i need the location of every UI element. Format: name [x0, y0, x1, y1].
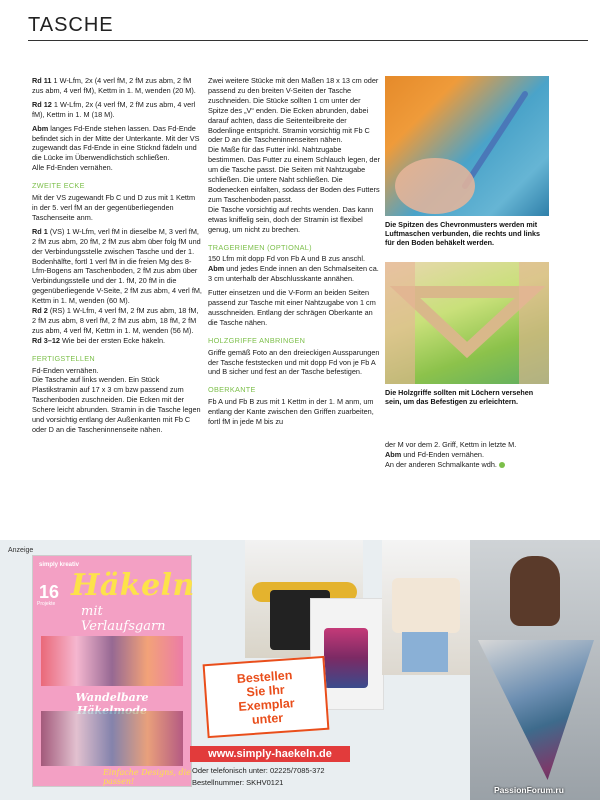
order-line: Bestellen: [236, 668, 293, 686]
photo-caption: Die Holzgriffe sollten mit Löchern versehen sein, um das Befestigen zu erleichtern.: [385, 388, 534, 406]
paragraph: [32, 306, 202, 336]
paragraph: 150 Lfm mit dopp Fd von Fb A und B zus anschl.: [208, 254, 365, 264]
row-label: Rd 12: [32, 99, 52, 109]
row-text: und jedes Ende innen an den Schmalseiten ca. 3 cm unterhalb der Abschlusskante annähen.: [208, 264, 379, 284]
row-label: Rd 2: [32, 306, 48, 316]
end-marker-icon: [499, 462, 505, 468]
row-text: und Fd-Enden vernähen.: [401, 449, 484, 459]
row-text: (RS) 1 W-Lfm, 4 verl fM, 2 fM zus abm, 18 fM, 2 fM zus abm, 8 verl fM, 2 fM zus abm, 18 fM, 2 fM zus abm, 4 verl fM, Kettm in 1. M, wenden (56 M).: [32, 306, 199, 335]
bag-handle-photo: [385, 262, 549, 384]
crochet-hook-icon: [385, 76, 549, 216]
section-heading: HOLZGRIFFE ANBRINGEN: [208, 335, 306, 345]
text-column-1: [32, 76, 202, 439]
paragraph: Fd-Enden vernähen.: [32, 365, 99, 375]
paragraph: Fb A und Fb B zus mit 1 Kettm in der 1. M anm, um entlang der Kante zwischen den Griffen zuarbeiten, fortl fM in jede M bis zu: [208, 397, 374, 427]
paragraph: Alle Fd-Enden vernähen.: [32, 163, 113, 173]
paragraph: [32, 124, 202, 164]
photo-caption: Die Spitzen des Chevronmusters werden mit Luftmaschen verbunden, die rechts und links für den Boden behäkelt werden.: [385, 220, 540, 247]
hair-image: [510, 556, 560, 626]
paragraph: der M vor dem 2. Griff, Kettm in letzte M.: [385, 440, 517, 449]
mag-subtitle: mit Verlaufsgarn: [81, 604, 166, 634]
mag-band: Wandelbare: [75, 691, 149, 704]
ad-label: Anzeige: [8, 547, 34, 554]
row-text: 1 W-Lfm, 2x (4 verl fM, 2 fM zus abm, 4 verl fM), Kettm in 1. M (18 M).: [32, 99, 196, 119]
jeans-image: [402, 632, 448, 672]
paragraph: [32, 227, 202, 306]
wooden-handle-icon: [385, 262, 549, 384]
mag-models-image: [41, 636, 183, 686]
order-line: Sie Ihr: [246, 682, 286, 700]
section-heading: TRAGERIEMEN (OPTIONAL): [208, 242, 312, 252]
section-heading: ZWEITE ECKE: [32, 181, 85, 191]
cream-sweater-image: [392, 578, 460, 633]
mag-title: Häkeln: [71, 568, 195, 603]
text-column-3: [385, 440, 553, 474]
row-text: Wie bei der ersten Ecke häkeln.: [60, 335, 166, 345]
paragraph: [385, 450, 553, 460]
order-number: Bestellnummer: SKHV0121: [192, 778, 284, 787]
row-label: Rd 1: [32, 226, 48, 236]
section-heading: FERTIGSTELLEN: [32, 353, 95, 363]
order-line: unter: [251, 710, 284, 728]
watermark: PassionForum.ru: [494, 785, 564, 795]
paragraph: Futter einsetzen und die V-Form an beiden Seiten passend zur Tasche mit einer Nahtzugabe von 1 cm ausschneiden. Entlang der schrägen Oberkante an die Tasche nähen.: [208, 288, 376, 327]
paragraph: [208, 264, 380, 284]
mag-count-sub: Projekte: [37, 601, 56, 607]
section-heading: OBERKANTE: [208, 385, 256, 395]
text-column-2: [208, 76, 380, 431]
row-label: Abm: [208, 264, 225, 274]
paragraph: [32, 100, 202, 120]
row-label: Rd 11: [32, 76, 52, 85]
order-phone: Oder telefonisch unter: 02225/7085-372: [192, 766, 325, 775]
row-text: (VS) 1 W-Lfm, verl fM in dieselbe M, 3 verl fM, 2 fM zus abm, 20 fM, 2 fM zus abm über folg fM und der Verbindungsstelle zwischen Tasche und der 1. Bodenhälfte, fortl 1 verl fM in die freien Mg des 8-Lfm-Bogens am Taschenboden, 2 fM zus abm über Verbindungsstelle und der 1. fM, 20 fM in die gegenüberliegende V-Seite, 2 fM zus abm, 4 verl fM, Kettm in 1. M, wenden (60 M).: [32, 226, 202, 306]
order-badge[interactable]: [203, 656, 330, 738]
paragraph: [32, 336, 202, 346]
section-title: TASCHE: [28, 14, 114, 36]
paragraph: [385, 460, 553, 470]
row-label: Abm: [385, 449, 402, 459]
paragraph: Die Tasche vorsichtig auf rechts wenden. Das kann etwas kniffelig sein, doch der Stramin ist flexibel genug, um nicht zu brechen.: [208, 204, 374, 234]
order-line: Exemplar: [237, 696, 296, 714]
paragraph: Mit der VS zugewandt Fb C und D zus mit 1 Kettm in der 5. verl fM an der gegenüberliegenden Taschenseite anm.: [32, 193, 196, 222]
magazine-cover[interactable]: [32, 555, 195, 787]
paragraph: Die Maße für das Futter inkl. Nahtzugabe bestimmen. Das Futter zu einem Schlauch legen, der um die Tasche passt. Die Seiten mit Nahtzugabe schließen. Die untere Naht schließen. Die Bodenecken einfalten, sodass der Boden des Futters zum Taschenboden passt.: [208, 145, 380, 204]
row-text: langes Fd-Ende stehen lassen. Das Fd-Ende befindet sich in der Mitte der Unterkante. Mit der VS zugewandt das Fd-Ende in eine Sticknd fädeln und die Lücke im Überwendlichstich schließen.: [32, 123, 200, 163]
row-label: Rd 3–12: [32, 335, 60, 345]
page-header: [28, 14, 588, 41]
paragraph: Griffe gemäß Foto an den dreieckigen Aussparungen der Tasche feststecken und mit dopp Fd von je Fb A und B sicher und fest an der Tasche befestigen.: [208, 347, 380, 377]
crochet-photo: [385, 76, 549, 216]
mag-tagline: Einfache Designs, die passen!: [103, 768, 191, 786]
order-text: [205, 666, 327, 730]
mag-projects-image: [41, 711, 183, 766]
row-text: An der anderen Schmalkante wdh.: [385, 459, 497, 469]
mag-brand: simply kreativ: [39, 562, 80, 568]
shop-url-link[interactable]: www.simply-haekeln.de: [190, 746, 350, 762]
gradient-top-image: [324, 628, 368, 688]
row-label: Abm: [32, 123, 49, 133]
row-text: 1 W-Lfm, 2x (4 verl fM, 2 fM zus abm, 2 fM zus abm, 4 verl fM), Kettm in 1. M, wenden (20 M).: [32, 76, 196, 95]
paragraph: [32, 76, 202, 96]
paragraph: Zwei weitere Stücke mit den Maßen 18 x 13 cm oder passend zu den breiten V-Seiten der Tasche zuschneiden. Die Stücke sollten 1 cm unter der Spitze des „V“ enden. Die Ecken abrunden, dabei darauf achten, dass die Seitenteilbreite der Bodenlinge entspricht. Stramin vorsichtig mit Fb C oder D an die Tascheninnenseiten nähen.: [208, 76, 379, 145]
paragraph: Die Tasche auf links wenden. Ein Stück Plastikstramin auf 17 x 3 cm bzw passend zum Taschenboden zuschneiden. Die Ecken mit der Schere leicht abrunden. Stramin in die Tasche legen und vorsichtig entlang der Außenkanten mit Fb C oder D an die Tascheninnenseite nähen.: [32, 375, 201, 434]
mag-count: 16: [39, 582, 60, 602]
